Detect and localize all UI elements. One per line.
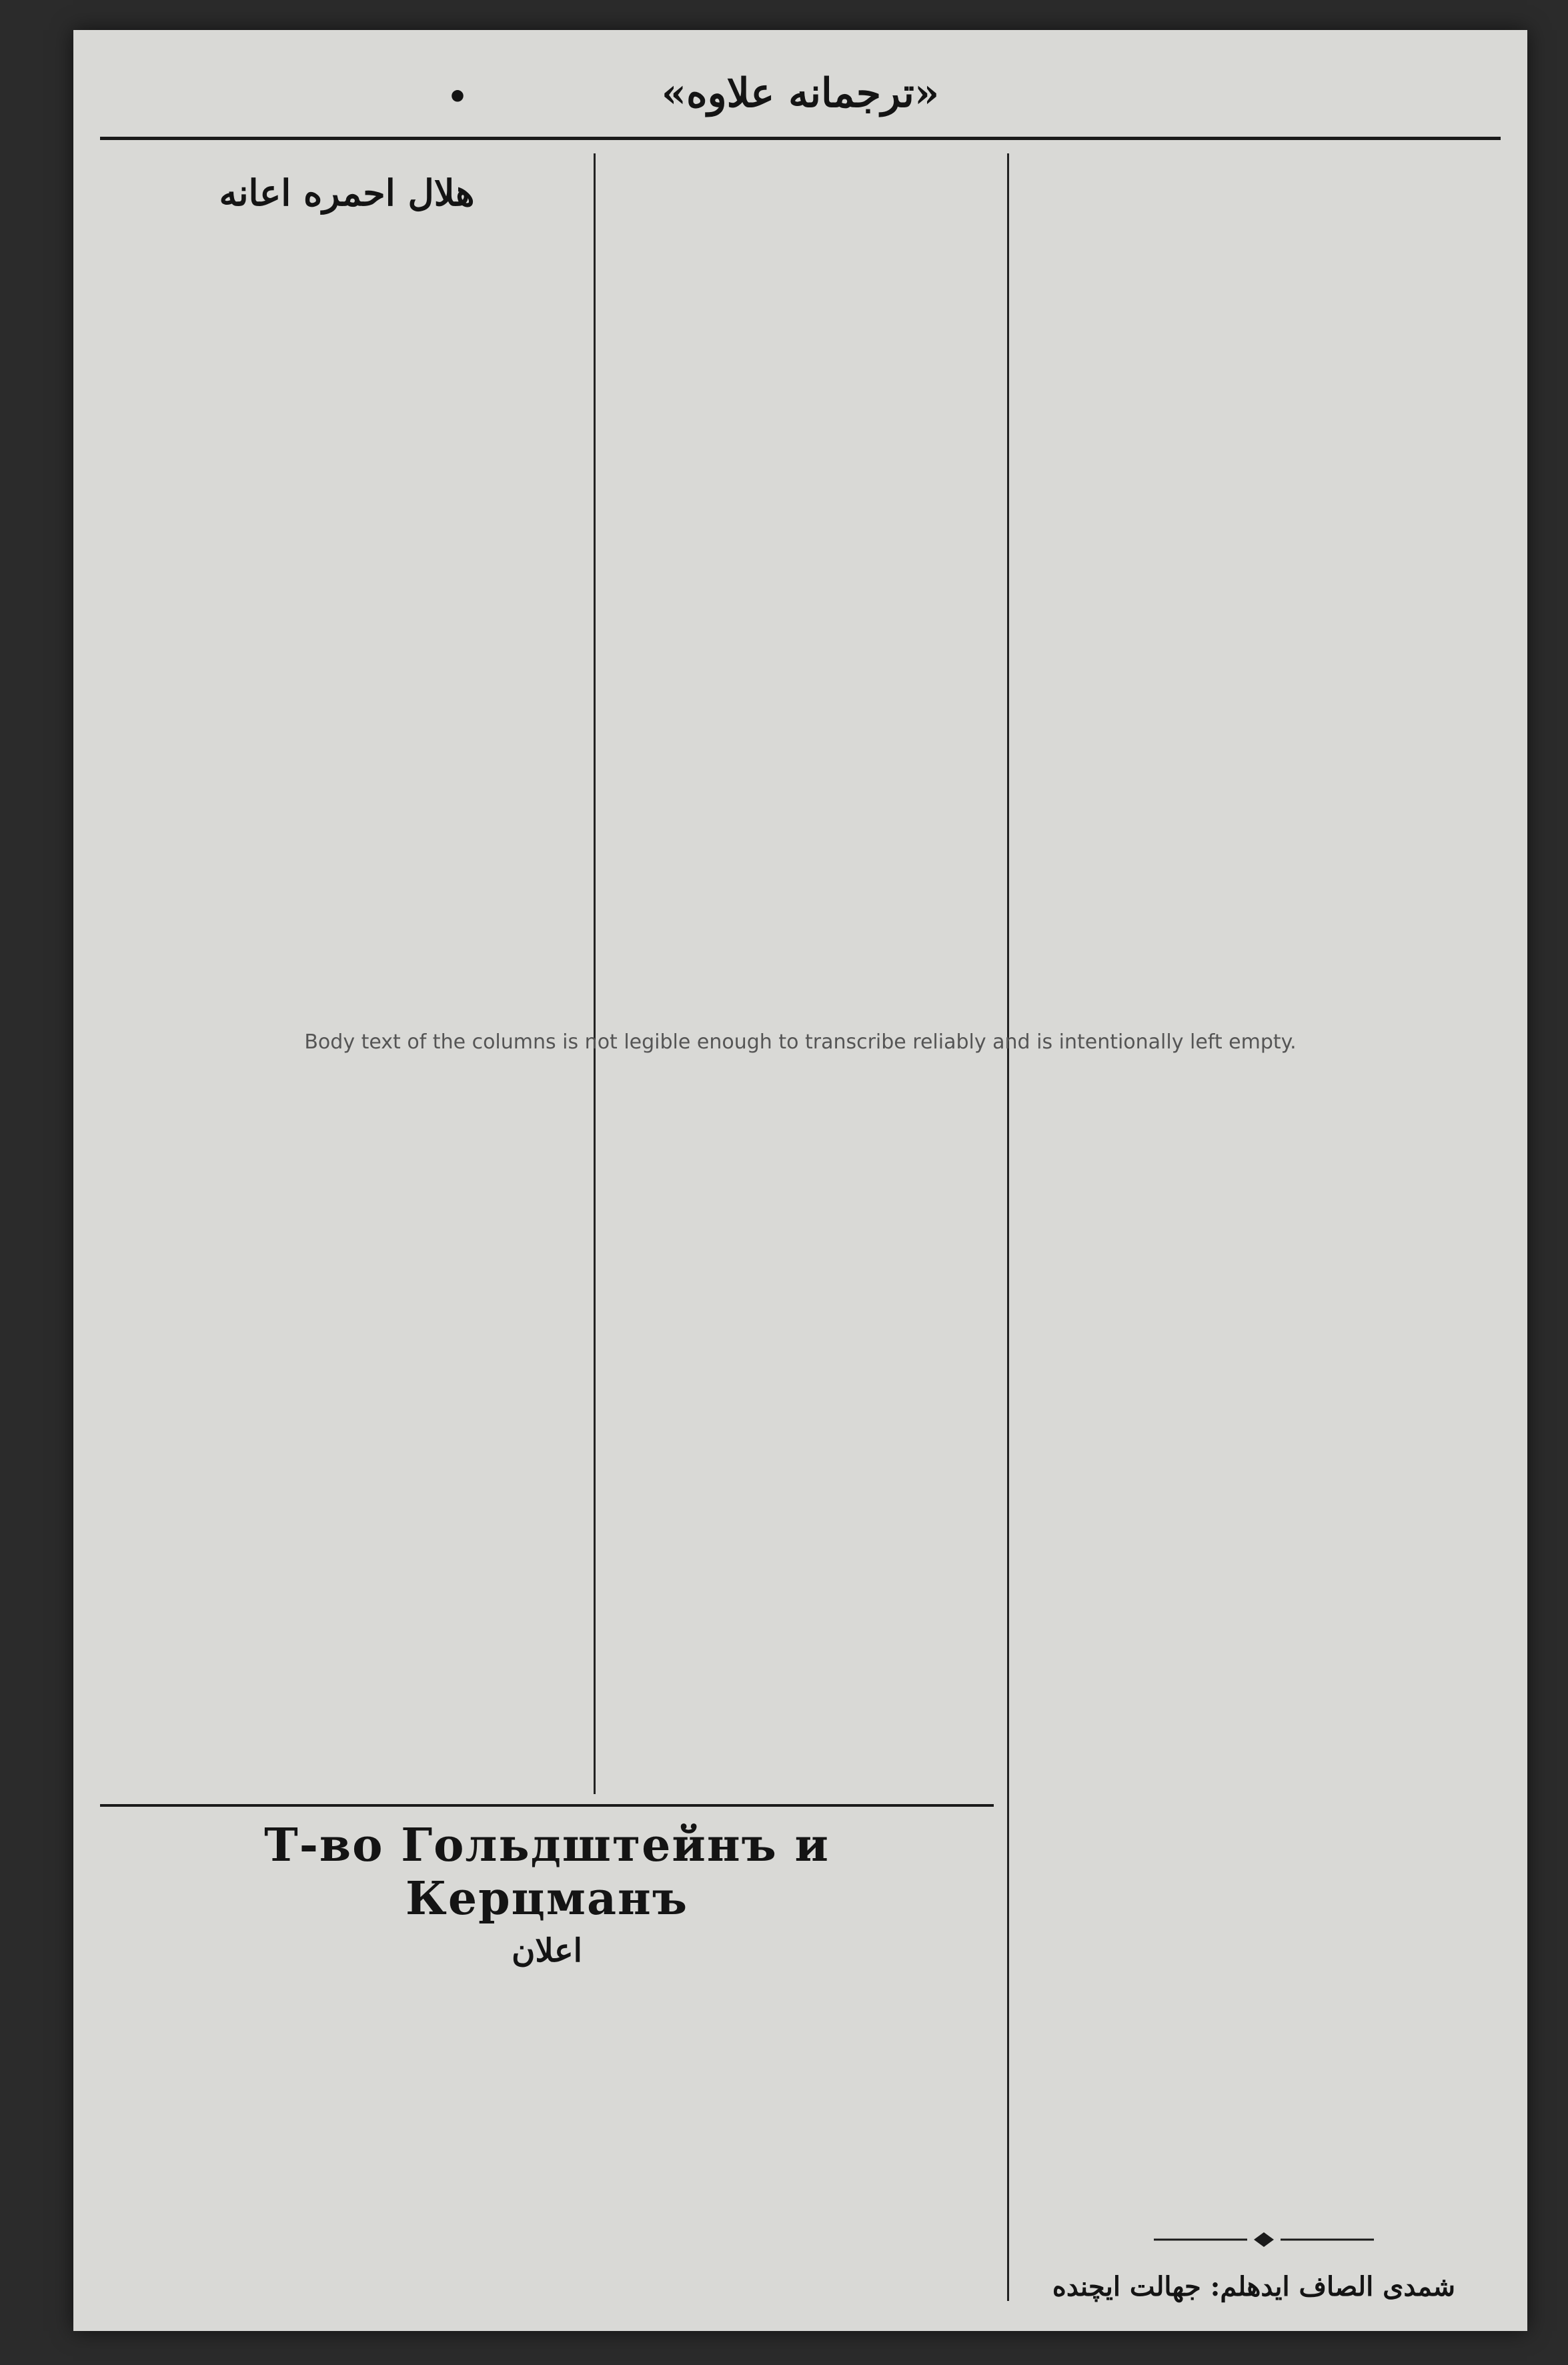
masthead-dot: • <box>447 77 468 116</box>
column-middle <box>594 153 1007 1794</box>
ad-heading: اعلان <box>512 1932 582 1969</box>
closing-line: شمدی الصاف ایدهلم: جهالت ایچنده <box>1052 2271 1456 2302</box>
masthead-title: «ترجمانه علاوه» <box>661 70 940 117</box>
masthead <box>100 57 1501 130</box>
newspaper-page <box>73 30 1527 2331</box>
ornament-divider <box>1154 2231 1374 2248</box>
red-crescent-heading: هلال احمره اعانه <box>219 171 475 214</box>
advertisement-box <box>100 1804 994 2284</box>
column-right <box>1007 153 1501 2301</box>
header-rule <box>100 137 1501 140</box>
transcription-note: Body text of the columns is not legible enough to transcribe reliably and is intentionally left empty. <box>304 1030 1297 1054</box>
column-left <box>100 153 594 1794</box>
ad-company-name: Т-во Гольдштейнъ и Керцманъ <box>264 1819 830 1925</box>
